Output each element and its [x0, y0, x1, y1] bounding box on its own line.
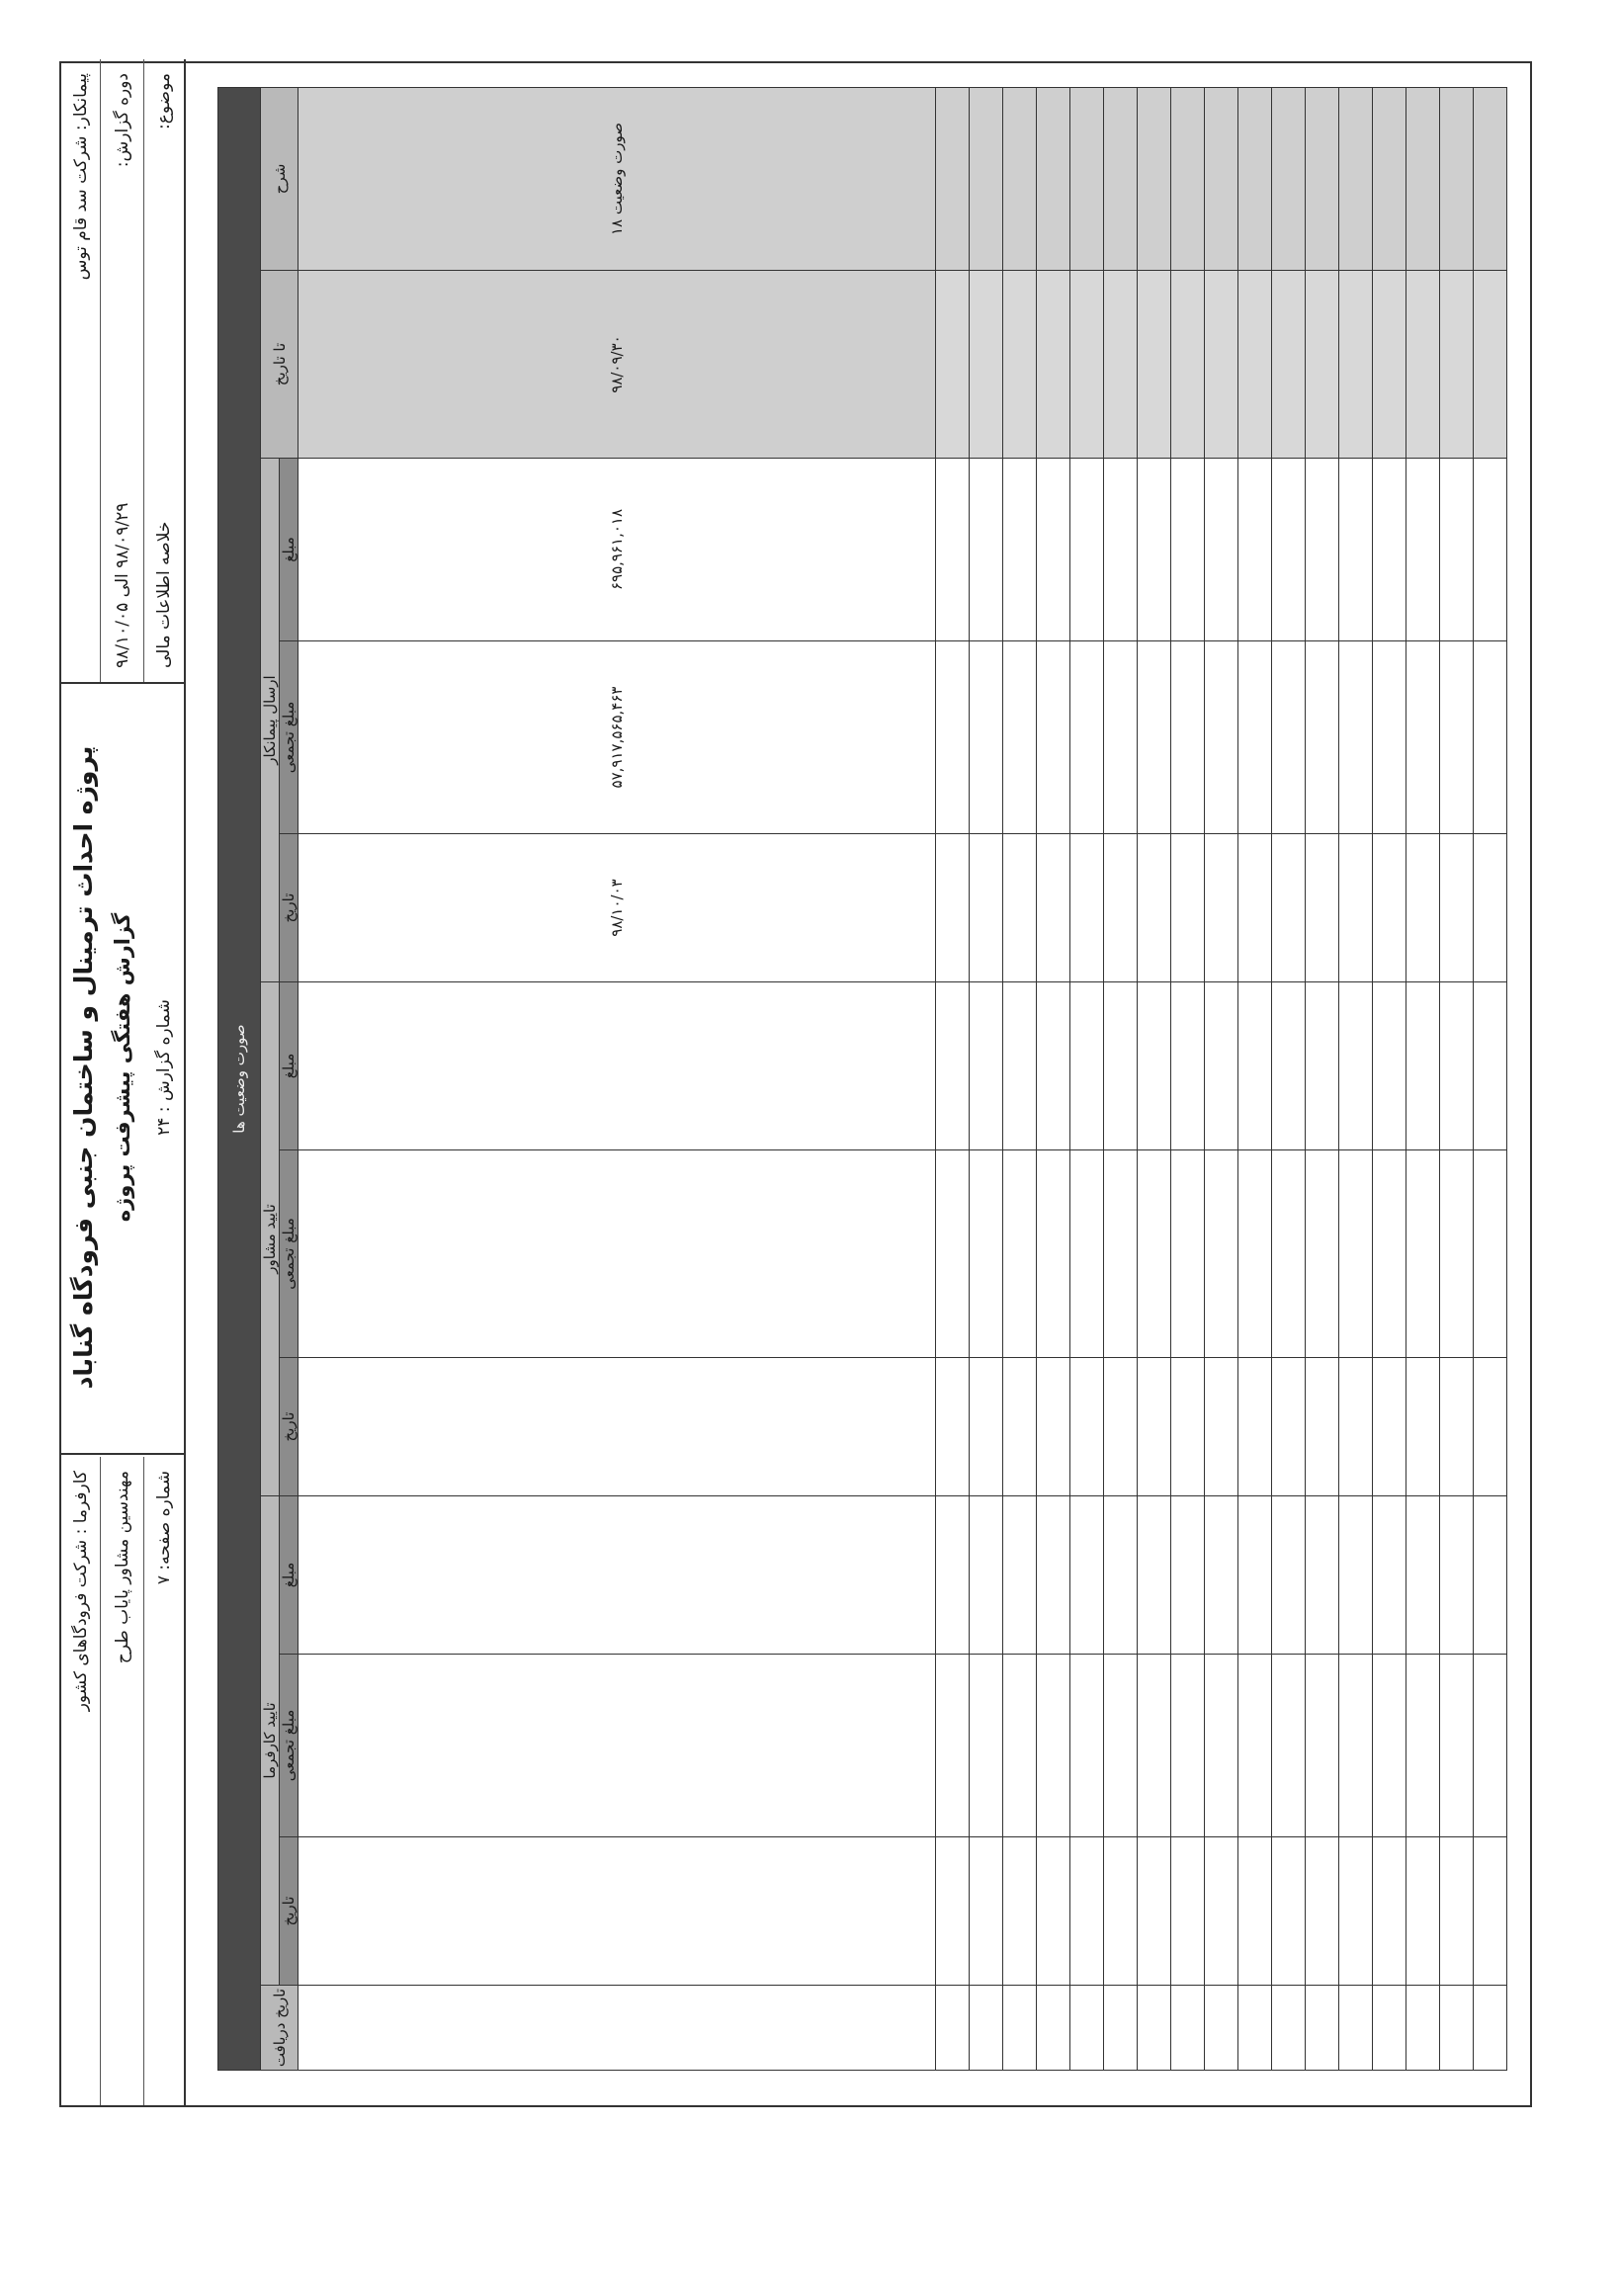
- header-center-block: [61, 682, 184, 1455]
- table-cell: [1272, 1496, 1306, 1655]
- report-header: [61, 59, 186, 2105]
- table-cell: [1306, 1358, 1339, 1496]
- table-cell: [1406, 1986, 1440, 2071]
- table-cell: [1473, 459, 1506, 641]
- table-cell: [1406, 459, 1440, 641]
- page-frame: [59, 61, 1532, 2107]
- table-cell: [1037, 1655, 1070, 1837]
- table-row: [1104, 88, 1138, 2071]
- period-value: ۹۸/۰۹/۲۹ الی ۹۸/۱۰/۰۵: [112, 502, 132, 668]
- project-title: پروژه احداث ترمینال و ساختمان جنبی فرودگاه گناباد: [68, 745, 98, 1390]
- table-cell: [970, 982, 1003, 1150]
- table-cell: [1104, 1150, 1138, 1358]
- table-cell: [1339, 982, 1373, 1150]
- col-receipt-date-header: تاریخ دریافت: [261, 1986, 298, 2071]
- table-cell: [1473, 1150, 1506, 1358]
- table-cell: [1473, 1986, 1506, 2071]
- table-cell: [1138, 1358, 1171, 1496]
- table-row: [936, 88, 970, 2071]
- table-cell: [1104, 88, 1138, 271]
- table-cell: [1138, 271, 1171, 459]
- table-row: [970, 88, 1003, 2071]
- table-cell: [1473, 1358, 1506, 1496]
- table-cell: [936, 1655, 970, 1837]
- employer-row: [61, 1457, 101, 2105]
- table-cell: [1138, 1837, 1171, 1986]
- table-cell: [1171, 88, 1205, 271]
- table-cell: [1104, 1837, 1138, 1986]
- table-cell: [1037, 1358, 1070, 1496]
- table-cell: [1373, 641, 1406, 834]
- table-cell: [1373, 1358, 1406, 1496]
- table-cell: [1238, 641, 1272, 834]
- table-cell: [1272, 1837, 1306, 1986]
- table-cell: [1037, 271, 1070, 459]
- table-row: [298, 88, 936, 2071]
- table-cell: [1205, 88, 1238, 271]
- table-cell: [1373, 1655, 1406, 1837]
- table-cell: [1238, 1496, 1272, 1655]
- row-contractor-date: ۹۸/۱۰/۰۳: [298, 834, 936, 982]
- invoice-table-body: [298, 88, 1507, 2071]
- table-cell: [1406, 1496, 1440, 1655]
- table-cell: [1003, 641, 1037, 834]
- row-to-date: ۹۸/۰۹/۳۰: [298, 271, 936, 459]
- table-cell: [1070, 982, 1104, 1150]
- invoice-table-wrapper: [217, 87, 1507, 2070]
- table-cell: [1238, 88, 1272, 271]
- table-cell: [1406, 271, 1440, 459]
- table-cell: [1104, 1358, 1138, 1496]
- table-band-title: صورت وضعیت ها: [218, 88, 261, 2071]
- table-cell: [1473, 271, 1506, 459]
- table-cell: [1272, 982, 1306, 1150]
- table-cell: [1070, 1358, 1104, 1496]
- row-employer-cumulative: [298, 1655, 936, 1837]
- table-cell: [970, 1986, 1003, 2071]
- table-cell: [1104, 459, 1138, 641]
- header-left-block: [61, 1457, 184, 2105]
- table-row: [1373, 88, 1406, 2071]
- table-cell: [936, 459, 970, 641]
- table-row: [1037, 88, 1070, 2071]
- table-cell: [936, 1358, 970, 1496]
- table-cell: [1339, 1358, 1373, 1496]
- table-cell: [1205, 1986, 1238, 2071]
- table-cell: [1339, 1837, 1373, 1986]
- report-title: گزارش هفتگی پیشرفت پروژه: [111, 912, 134, 1223]
- table-cell: [1070, 1496, 1104, 1655]
- report-title-row: [101, 682, 144, 1453]
- table-cell: [1373, 271, 1406, 459]
- table-cell: [936, 1496, 970, 1655]
- table-cell: [1339, 1655, 1373, 1837]
- table-row: [1003, 88, 1037, 2071]
- table-cell: [1339, 88, 1373, 271]
- table-cell: [1171, 834, 1205, 982]
- table-cell: [1406, 834, 1440, 982]
- table-cell: [1238, 1150, 1272, 1358]
- table-cell: [1003, 1655, 1037, 1837]
- table-cell: [1003, 1986, 1037, 2071]
- table-cell: [1306, 641, 1339, 834]
- table-cell: [1238, 459, 1272, 641]
- contractor-date-header: تاریخ: [280, 834, 298, 982]
- table-cell: [1138, 641, 1171, 834]
- col-to-date-header: تا تاریخ: [261, 271, 298, 459]
- table-cell: [1473, 1655, 1506, 1837]
- table-cell: [1138, 1150, 1171, 1358]
- table-cell: [936, 1837, 970, 1986]
- table-cell: [1070, 1150, 1104, 1358]
- table-cell: [1339, 459, 1373, 641]
- group-consultant-header: تایید مشاور: [261, 982, 280, 1496]
- group-employer-header: تایید کارفرما: [261, 1496, 280, 1986]
- employer-label: کارفرما : شرکت فرودگاهای کشور: [70, 1471, 91, 1712]
- table-cell: [1171, 1655, 1205, 1837]
- table-cell: [1238, 1655, 1272, 1837]
- table-cell: [1070, 641, 1104, 834]
- table-cell: [1373, 1986, 1406, 2071]
- table-cell: [1440, 641, 1474, 834]
- landscape-page: [59, 61, 1532, 2107]
- table-cell: [1473, 641, 1506, 834]
- table-cell: [1171, 982, 1205, 1150]
- table-cell: [1440, 271, 1474, 459]
- table-row: [1070, 88, 1104, 2071]
- table-cell: [970, 459, 1003, 641]
- table-cell: [1037, 88, 1070, 271]
- table-cell: [1272, 1150, 1306, 1358]
- table-cell: [1440, 834, 1474, 982]
- table-cell: [1104, 982, 1138, 1150]
- table-cell: [1171, 459, 1205, 641]
- table-cell: [1138, 1655, 1171, 1837]
- contractor-amount-header: مبلغ: [280, 459, 298, 641]
- table-cell: [1306, 459, 1339, 641]
- table-cell: [1440, 1986, 1474, 2071]
- table-cell: [1070, 1655, 1104, 1837]
- table-cell: [1440, 1496, 1474, 1655]
- page-number-row: [144, 1457, 184, 2105]
- table-cell: [1373, 1150, 1406, 1358]
- employer-cumulative-header: مبلغ تجمعی: [280, 1655, 298, 1837]
- table-cell: [1440, 982, 1474, 1150]
- table-cell: [970, 834, 1003, 982]
- table-cell: [1406, 88, 1440, 271]
- table-cell: [1205, 1496, 1238, 1655]
- table-cell: [1272, 459, 1306, 641]
- contractor-label: پیمانکار: شرکت سد قام توس: [70, 73, 91, 281]
- table-cell: [1272, 1986, 1306, 2071]
- table-cell: [936, 1986, 970, 2071]
- report-number: شماره گزارش : ۲۴: [154, 999, 174, 1136]
- employer-date-header: تاریخ: [280, 1837, 298, 1986]
- table-cell: [1138, 1986, 1171, 2071]
- table-cell: [1406, 1150, 1440, 1358]
- table-cell: [1003, 459, 1037, 641]
- table-cell: [1037, 982, 1070, 1150]
- consultant-date-header: تاریخ: [280, 1358, 298, 1496]
- table-cell: [1138, 88, 1171, 271]
- table-cell: [1306, 1655, 1339, 1837]
- table-cell: [1306, 1986, 1339, 2071]
- table-cell: [970, 641, 1003, 834]
- row-contractor-cumulative: ۵۷,۹۱۷,۵۶۵,۴۶۳: [298, 641, 936, 834]
- table-cell: [1339, 271, 1373, 459]
- table-cell: [1440, 88, 1474, 271]
- table-cell: [1306, 1496, 1339, 1655]
- row-consultant-date: [298, 1358, 936, 1496]
- table-cell: [1037, 1496, 1070, 1655]
- period-row: [101, 59, 144, 682]
- table-cell: [1238, 1358, 1272, 1496]
- table-cell: [1037, 459, 1070, 641]
- table-cell: [1373, 1837, 1406, 1986]
- table-cell: [1205, 1150, 1238, 1358]
- table-row: [1138, 88, 1171, 2071]
- contractor-row: [61, 59, 101, 682]
- table-cell: [1406, 1837, 1440, 1986]
- table-cell: [1473, 1496, 1506, 1655]
- table-cell: [1373, 459, 1406, 641]
- table-cell: [970, 1150, 1003, 1358]
- table-cell: [1171, 271, 1205, 459]
- table-cell: [1070, 459, 1104, 641]
- table-cell: [1339, 834, 1373, 982]
- row-contractor-amount: ۶۹۵,۹۶۱,۰۱۸: [298, 459, 936, 641]
- consultant-cumulative-header: مبلغ تجمعی: [280, 1150, 298, 1358]
- table-cell: [1171, 1837, 1205, 1986]
- table-cell: [1138, 459, 1171, 641]
- table-cell: [1138, 1496, 1171, 1655]
- table-cell: [970, 271, 1003, 459]
- table-row: [1205, 88, 1238, 2071]
- table-cell: [1171, 1358, 1205, 1496]
- table-row: [1272, 88, 1306, 2071]
- table-cell: [936, 982, 970, 1150]
- table-cell: [1205, 641, 1238, 834]
- table-cell: [1272, 1655, 1306, 1837]
- table-cell: [1339, 1150, 1373, 1358]
- table-cell: [1003, 982, 1037, 1150]
- table-cell: [1037, 1986, 1070, 2071]
- table-cell: [1440, 1358, 1474, 1496]
- table-cell: [1205, 1655, 1238, 1837]
- table-cell: [970, 1837, 1003, 1986]
- table-cell: [1440, 1150, 1474, 1358]
- table-cell: [1070, 1837, 1104, 1986]
- table-row: [1406, 88, 1440, 2071]
- subject-label: موضوع:: [154, 73, 174, 129]
- row-consultant-amount: [298, 982, 936, 1150]
- period-label: دوره گزارش:: [112, 73, 132, 168]
- table-cell: [1238, 1986, 1272, 2071]
- table-cell: [1238, 1837, 1272, 1986]
- table-cell: [1037, 1837, 1070, 1986]
- subject-row: [144, 59, 184, 682]
- table-cell: [1003, 1358, 1037, 1496]
- table-cell: [1171, 1986, 1205, 2071]
- table-cell: [1473, 1837, 1506, 1986]
- table-cell: [1070, 88, 1104, 271]
- table-cell: [1339, 1496, 1373, 1655]
- table-cell: [1473, 982, 1506, 1150]
- row-employer-date: [298, 1837, 936, 1986]
- table-cell: [936, 1150, 970, 1358]
- table-cell: [1138, 834, 1171, 982]
- table-cell: [1306, 271, 1339, 459]
- table-cell: [1037, 834, 1070, 982]
- table-cell: [970, 88, 1003, 271]
- table-cell: [1473, 88, 1506, 271]
- table-cell: [1440, 1837, 1474, 1986]
- row-employer-amount: [298, 1496, 936, 1655]
- consultant-label: مهندسین مشاور پایاب طرح: [112, 1471, 132, 1664]
- table-cell: [1272, 834, 1306, 982]
- table-cell: [1003, 1837, 1037, 1986]
- table-row: [1171, 88, 1205, 2071]
- row-consultant-cumulative: [298, 1150, 936, 1358]
- table-cell: [1238, 834, 1272, 982]
- table-cell: [1070, 834, 1104, 982]
- table-cell: [1003, 834, 1037, 982]
- table-cell: [1003, 1150, 1037, 1358]
- table-cell: [1306, 834, 1339, 982]
- table-cell: [1003, 1496, 1037, 1655]
- table-cell: [1171, 1496, 1205, 1655]
- consultant-amount-header: مبلغ: [280, 982, 298, 1150]
- table-cell: [1070, 1986, 1104, 2071]
- table-cell: [1238, 982, 1272, 1150]
- table-cell: [1070, 271, 1104, 459]
- table-cell: [1373, 982, 1406, 1150]
- table-cell: [1104, 641, 1138, 834]
- col-description-header: شرح: [261, 88, 298, 271]
- table-row: [1238, 88, 1272, 2071]
- table-cell: [1272, 1358, 1306, 1496]
- header-right-block: [61, 59, 184, 684]
- row-description: صورت وضعیت ۱۸: [298, 88, 936, 271]
- table-cell: [1205, 459, 1238, 641]
- table-cell: [970, 1496, 1003, 1655]
- invoice-table: [217, 87, 1507, 2071]
- table-cell: [1104, 1986, 1138, 2071]
- table-cell: [1406, 1655, 1440, 1837]
- table-cell: [936, 271, 970, 459]
- employer-amount-header: مبلغ: [280, 1496, 298, 1655]
- report-number-row: [144, 682, 184, 1453]
- table-cell: [1306, 1837, 1339, 1986]
- table-cell: [1272, 641, 1306, 834]
- table-row: [1306, 88, 1339, 2071]
- group-contractor-header: ارسال پیمانکار: [261, 459, 280, 982]
- table-cell: [1272, 88, 1306, 271]
- table-cell: [1205, 271, 1238, 459]
- table-cell: [936, 641, 970, 834]
- row-receipt-date: [298, 1986, 936, 2071]
- page-number: شماره صفحه: ۷: [154, 1471, 174, 1585]
- table-cell: [1205, 834, 1238, 982]
- table-cell: [1037, 1150, 1070, 1358]
- table-cell: [1440, 1655, 1474, 1837]
- table-cell: [1306, 88, 1339, 271]
- subject-value: خلاصه اطلاعات مالی: [154, 521, 174, 668]
- table-cell: [1272, 271, 1306, 459]
- table-cell: [936, 88, 970, 271]
- table-cell: [1339, 1986, 1373, 2071]
- table-cell: [1306, 982, 1339, 1150]
- table-cell: [1104, 1655, 1138, 1837]
- table-cell: [1003, 88, 1037, 271]
- table-cell: [1003, 271, 1037, 459]
- consultant-row: [101, 1457, 144, 2105]
- table-cell: [1339, 641, 1373, 834]
- table-cell: [970, 1655, 1003, 1837]
- table-cell: [1171, 641, 1205, 834]
- contractor-cumulative-header: مبلغ تجمعی: [280, 641, 298, 834]
- table-cell: [1473, 834, 1506, 982]
- table-cell: [1205, 1358, 1238, 1496]
- table-cell: [936, 834, 970, 982]
- table-cell: [1104, 1496, 1138, 1655]
- table-row: [1339, 88, 1373, 2071]
- project-title-row: [61, 682, 105, 1453]
- table-cell: [1306, 1150, 1339, 1358]
- table-row: [1440, 88, 1474, 2071]
- table-cell: [1373, 88, 1406, 271]
- table-cell: [1205, 1837, 1238, 1986]
- table-cell: [1373, 1496, 1406, 1655]
- table-cell: [1238, 271, 1272, 459]
- table-cell: [1440, 459, 1474, 641]
- table-cell: [1104, 271, 1138, 459]
- table-cell: [1205, 982, 1238, 1150]
- table-cell: [1406, 982, 1440, 1150]
- table-cell: [1104, 834, 1138, 982]
- table-cell: [1406, 641, 1440, 834]
- table-cell: [1373, 834, 1406, 982]
- table-cell: [1406, 1358, 1440, 1496]
- table-cell: [1171, 1150, 1205, 1358]
- table-cell: [970, 1358, 1003, 1496]
- table-cell: [1037, 641, 1070, 834]
- table-row: [1473, 88, 1506, 2071]
- table-cell: [1138, 982, 1171, 1150]
